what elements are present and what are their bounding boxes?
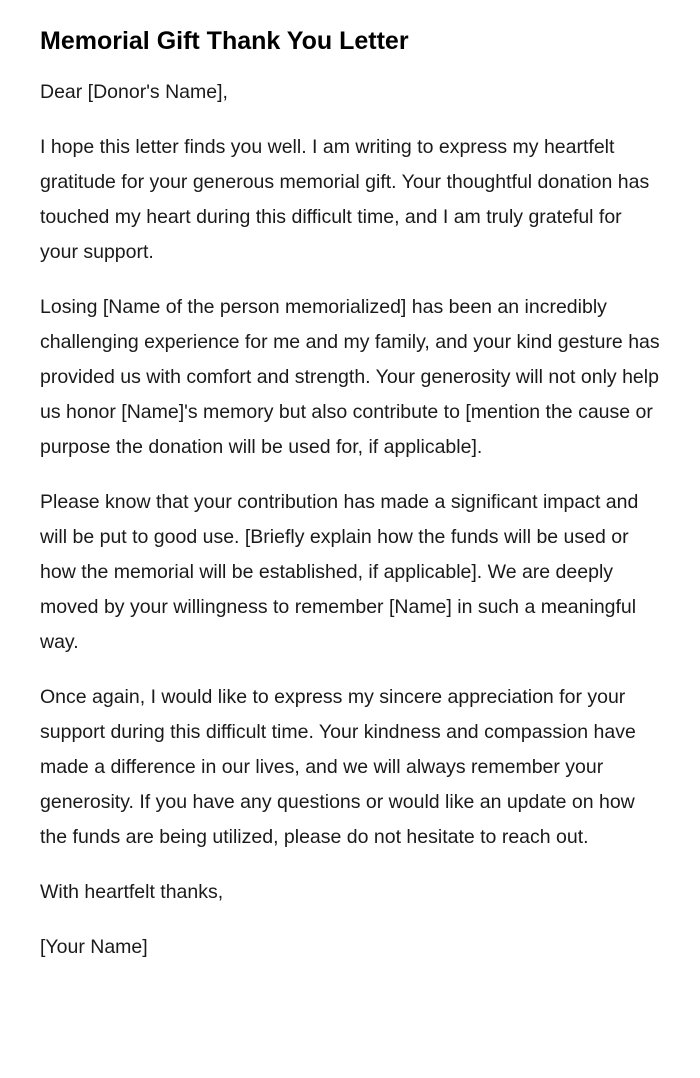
- letter-closing: With heartfelt thanks,: [40, 881, 224, 903]
- letter-paragraph-4: Once again, I would like to express my sincere appreciation for your support during this difficult time. Your kindness and compassion have made a difference in our lives, and we will always remember your generosity. If you have any questions or would like an update on how the funds are being utilized, please do not hesitate to reach out.: [40, 686, 636, 848]
- letter-salutation: Dear [Donor's Name],: [40, 81, 228, 103]
- letter-paragraph-2: Losing [Name of the person memorialized] has been an incredibly challenging experience for me and my family, and your kind gesture has provided us with comfort and strength. Your generosity will not only help us honor [Name]'s memory but also contribute to [mention the cause or purpose the donation will be used for, if applicable].: [40, 296, 660, 458]
- letter-paragraph-1: I hope this letter finds you well. I am writing to express my heartfelt gratitude for your generous memorial gift. Your thoughtful donation has touched my heart during this difficult time, and I am truly grateful for your support.: [40, 136, 650, 263]
- letter-paragraph-3: Please know that your contribution has made a significant impact and will be put to good use. [Briefly explain how the funds will be used or how the memorial will be established, if applicable]. We are deeply moved by your willingness to remember [Name] in such a meaningful way.: [40, 491, 639, 653]
- letter-signature: [Your Name]: [40, 936, 148, 958]
- letter-title: Memorial Gift Thank You Letter: [40, 27, 409, 55]
